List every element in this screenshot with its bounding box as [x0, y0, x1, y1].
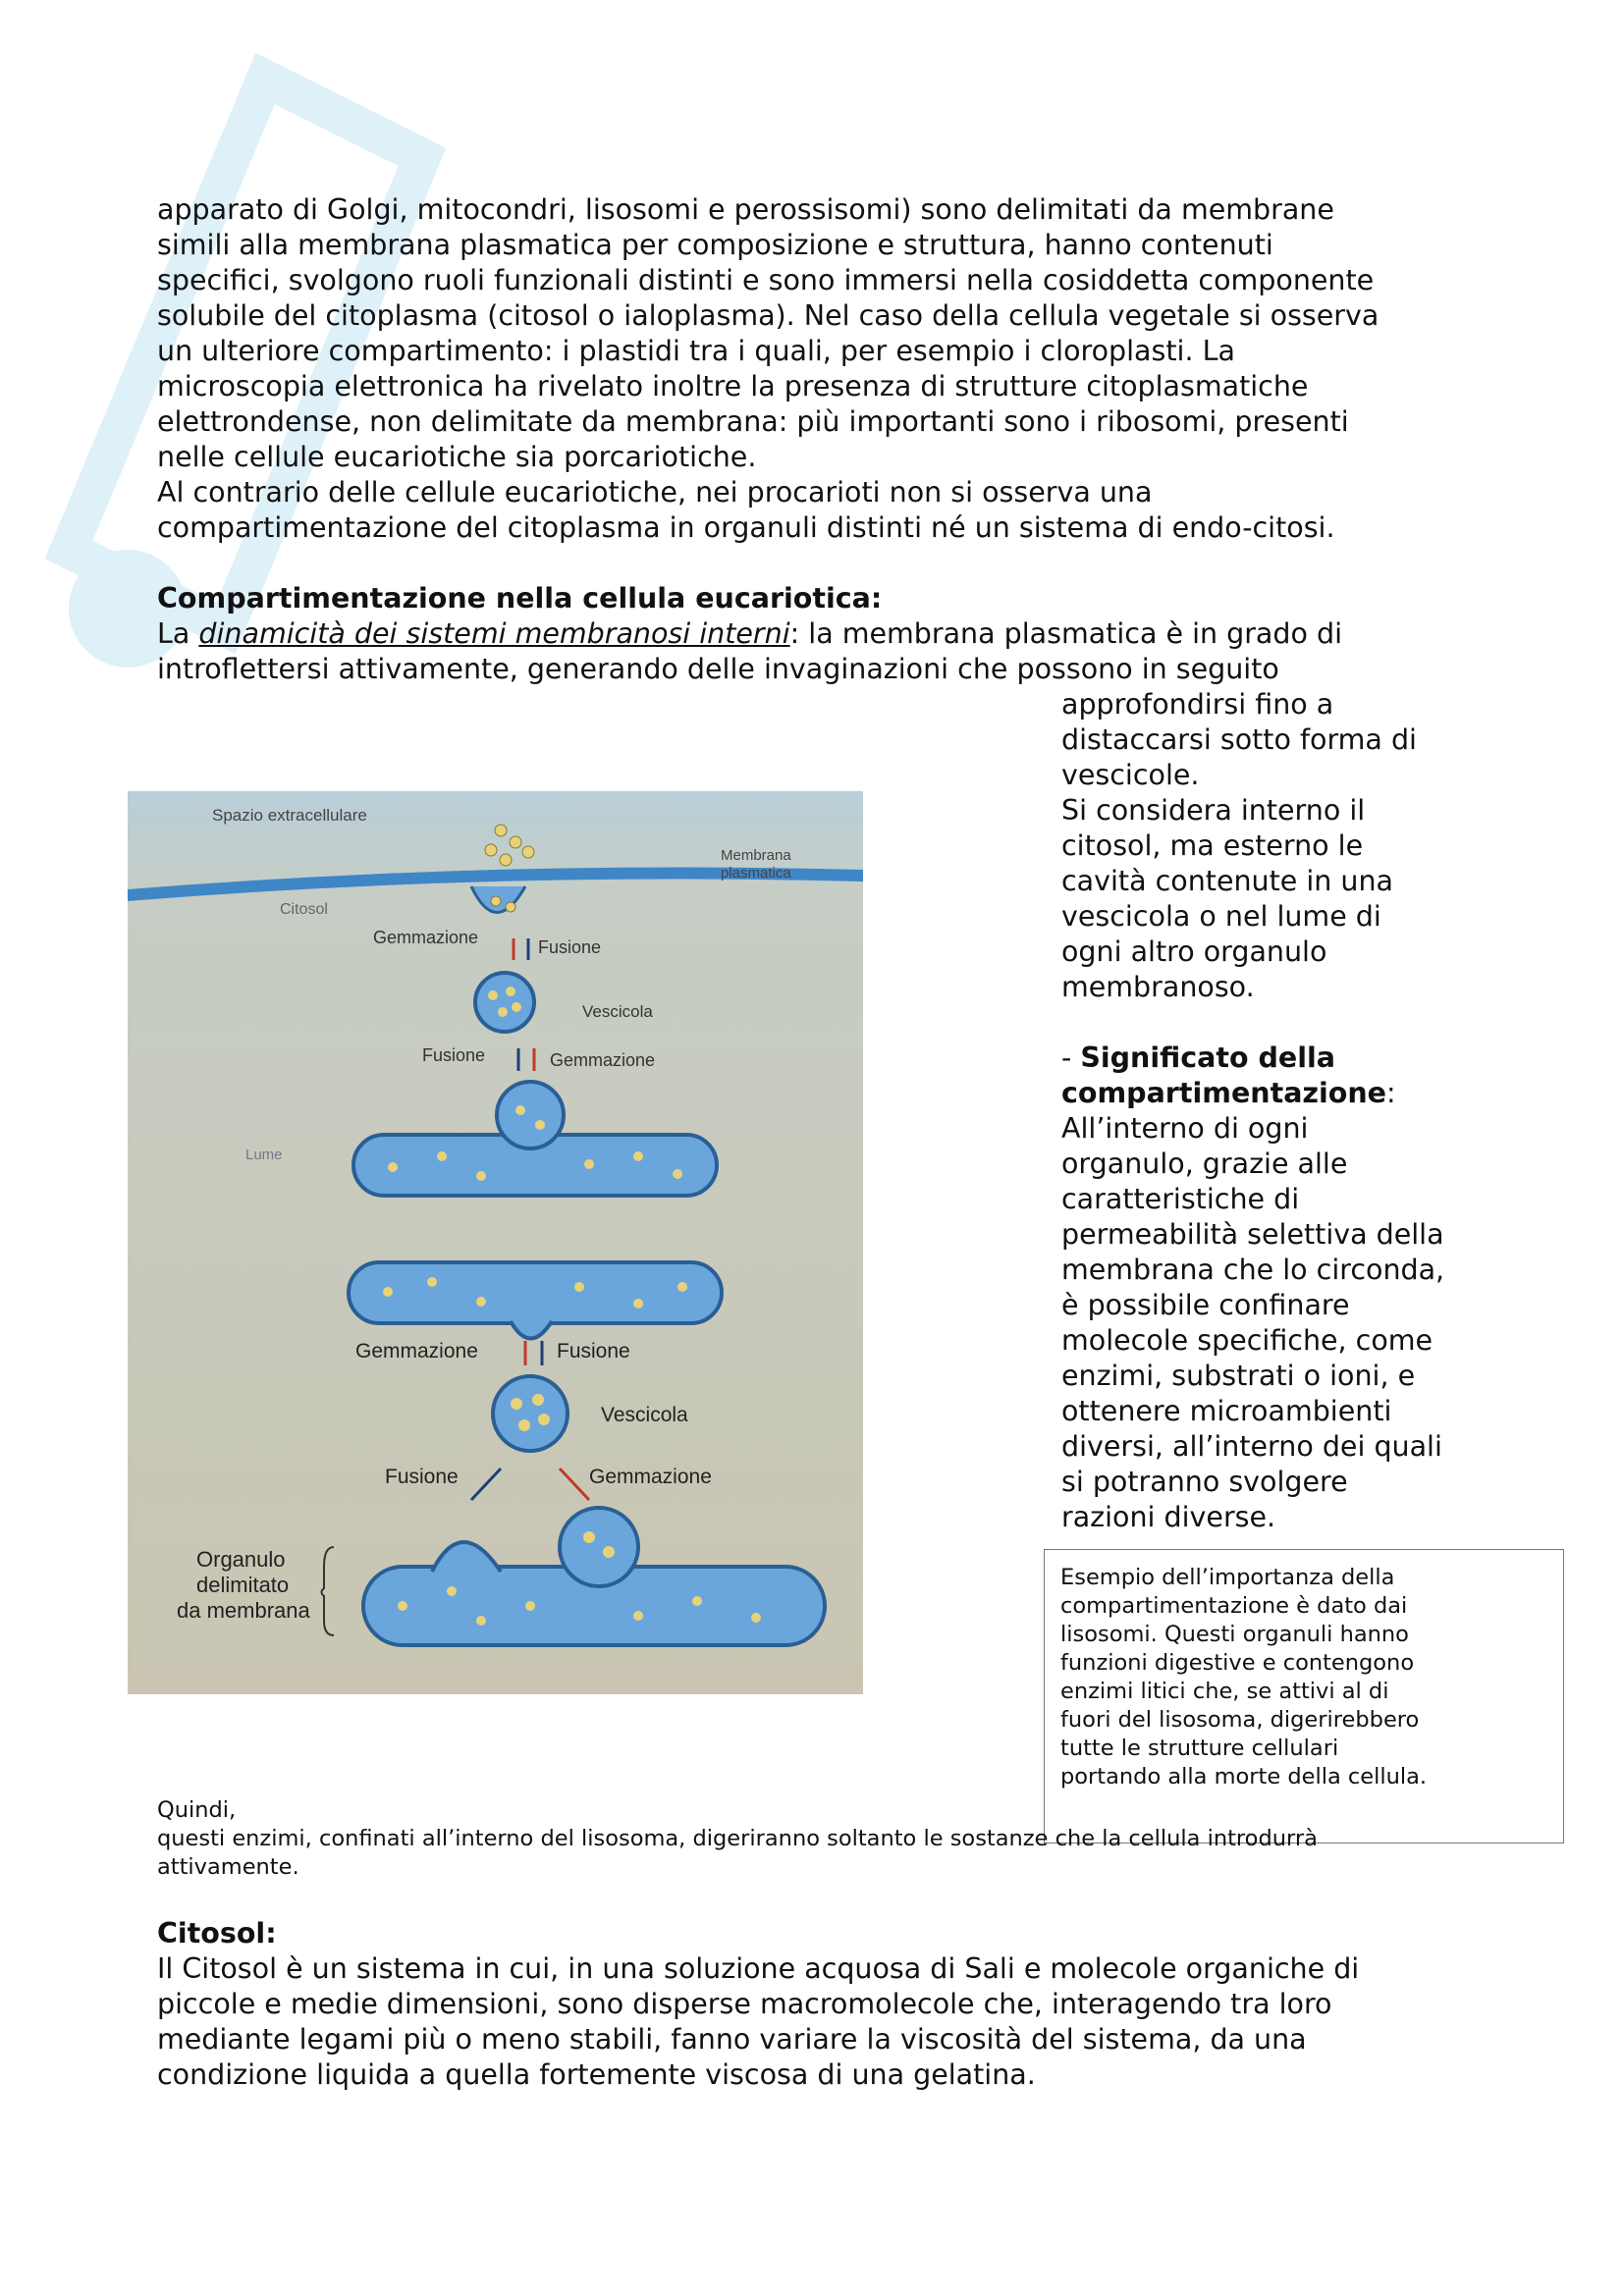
intro-line: un ulteriore compartimento: i plastidi tra i quali, per esempio i cloroplasti. La — [157, 335, 1235, 367]
lead-emphasis: dinamicità dei sistemi membranosi interni — [198, 617, 790, 650]
lead-line-2: introflettersi attivamente, generando delle invaginazioni che possono in seguito — [157, 653, 1279, 685]
quindi-line: attivamente. — [157, 1854, 299, 1880]
citosol-line: Il Citosol è un sistema in cui, in una soluzione acquosa di Sali e molecole organiche di — [157, 1952, 1360, 1985]
intro-line: nelle cellule eucariotiche sia porcariotiche. — [157, 441, 757, 473]
label-lume: Lume — [245, 1147, 283, 1163]
right-line: All’interno di ogni — [1061, 1112, 1309, 1145]
right-line: enzimi, substrati o ioni, e — [1061, 1360, 1416, 1392]
intro-paragraph — [157, 192, 1532, 546]
sig-bold-2: compartimentazione — [1061, 1077, 1386, 1109]
citosol-line: condizione liquida a quella fortemente viscosa di una gelatina. — [157, 2058, 1036, 2091]
right-line: approfondirsi fino a — [1061, 688, 1334, 721]
right-line: razioni diverse. — [1061, 1501, 1276, 1533]
label-organulo-1: Organulo — [196, 1547, 286, 1572]
label-organulo-2: delimitato — [196, 1573, 290, 1597]
sig-colon: : — [1385, 1077, 1396, 1109]
right-line: diversi, all’interno dei quali — [1061, 1430, 1442, 1463]
right-line: cavità contenute in una — [1061, 865, 1394, 897]
significance-line-1 — [1061, 1041, 1503, 1076]
label-gemmazione-1: Gemmazione — [373, 928, 479, 947]
right-line: vescicole. — [1061, 759, 1200, 791]
compartmentalization-section — [157, 581, 1532, 687]
intro-line: microscopia elettronica ha rivelato inoltre la presenza di strutture citoplasmatiche — [157, 370, 1309, 402]
section-lead — [157, 616, 1532, 652]
sig-prefix: - — [1061, 1041, 1081, 1074]
note-line: compartimentazione è dato dai — [1060, 1593, 1408, 1619]
note-line: funzioni digestive e contengono — [1060, 1650, 1415, 1676]
label-vescicola-2: Vescicola — [601, 1404, 688, 1426]
right-line: ogni altro organulo — [1061, 935, 1327, 968]
section-heading: Compartimentazione nella cellula eucariotica: — [157, 582, 883, 614]
label-membrana-1: Membrana — [721, 847, 791, 864]
citosol-heading: Citosol: — [157, 1917, 277, 1949]
lead-prefix: La — [157, 617, 199, 650]
intro-line: solubile del citoplasma (citosol o ialoplasma). Nel caso della cellula vegetale si osserva — [157, 299, 1380, 332]
label-gemmazione-2: Gemmazione — [550, 1050, 656, 1070]
label-spazio: Spazio extracellulare — [212, 806, 367, 825]
right-line: molecole specifiche, come — [1061, 1324, 1434, 1357]
intro-line: compartimentazione del citoplasma in organuli distinti né un sistema di endo-citosi. — [157, 511, 1335, 544]
right-line: caratteristiche di — [1061, 1183, 1300, 1215]
label-organulo-3: da membrana — [177, 1598, 310, 1623]
intro-line: specifici, svolgono ruoli funzionali distinti e sono immersi nella cosiddetta componente — [157, 264, 1375, 296]
quindi-line: questi enzimi, confinati all’interno del lisosoma, digeriranno soltanto le sostanze che la cellula introdurrà — [157, 1826, 1318, 1851]
note-line: portando alla morte della cellula. — [1060, 1764, 1428, 1789]
lead-rest: : la membrana plasmatica è in grado di — [789, 617, 1342, 650]
citosol-line: piccole e medie dimensioni, sono disperse macromolecole che, interagendo tra loro — [157, 1988, 1332, 2020]
vesicle-diagram — [128, 791, 863, 1694]
sig-bold-1: Significato della — [1080, 1041, 1335, 1074]
right-line: Si considera interno il — [1061, 794, 1366, 827]
right-line: membranoso. — [1061, 971, 1255, 1003]
label-membrana-2: plasmatica — [721, 865, 791, 881]
label-citosol: Citosol — [280, 901, 328, 918]
right-line: permeabilità selettiva della — [1061, 1218, 1444, 1251]
right-line: membrana che lo circonda, — [1061, 1254, 1445, 1286]
note-line: tutte le strutture cellulari — [1060, 1735, 1339, 1761]
right-line: si potranno svolgere — [1061, 1466, 1348, 1498]
right-line: è possibile confinare — [1061, 1289, 1350, 1321]
note-line: Esempio dell’importanza della — [1060, 1565, 1395, 1590]
right-line: organulo, grazie alle — [1061, 1148, 1348, 1180]
citosol-section — [157, 1916, 1532, 2093]
label-fusione-4: Fusione — [385, 1466, 459, 1488]
intro-line: Al contrario delle cellule eucariotiche, nei procarioti non si osserva una — [157, 476, 1153, 508]
label-gemmazione-3: Gemmazione — [355, 1340, 478, 1362]
note-line: fuori del lisosoma, digerirebbero — [1060, 1707, 1420, 1733]
label-fusione-2: Fusione — [422, 1045, 486, 1065]
vesicle-figure — [128, 791, 863, 1694]
right-line: vescicola o nel lume di — [1061, 900, 1381, 933]
significance-line-2 — [1061, 1076, 1503, 1111]
intro-line: apparato di Golgi, mitocondri, lisosomi e perossisomi) sono delimitati da membrane — [157, 193, 1334, 226]
intro-line: elettrondense, non delimitate da membrana: più importanti sono i ribosomi, presenti — [157, 405, 1349, 438]
label-fusione-3: Fusione — [557, 1340, 630, 1362]
citosol-line: mediante legami più o meno stabili, fanno variare la viscosità del sistema, da una — [157, 2023, 1307, 2056]
note-line: lisosomi. Questi organuli hanno — [1060, 1622, 1409, 1647]
label-fusione-1: Fusione — [538, 937, 602, 957]
note-line: enzimi litici che, se attivi al di — [1060, 1679, 1389, 1704]
label-vescicola-1: Vescicola — [582, 1002, 653, 1021]
intro-line: simili alla membrana plasmatica per composizione e struttura, hanno contenuti — [157, 229, 1273, 261]
right-line: ottenere microambienti — [1061, 1395, 1392, 1427]
right-line: distaccarsi sotto forma di — [1061, 723, 1417, 756]
label-gemmazione-4: Gemmazione — [589, 1466, 712, 1488]
quindi-paragraph — [157, 1796, 1532, 1882]
right-column-text — [1061, 687, 1503, 1535]
right-line: citosol, ma esterno le — [1061, 829, 1364, 862]
quindi-line: Quindi, — [157, 1797, 237, 1823]
